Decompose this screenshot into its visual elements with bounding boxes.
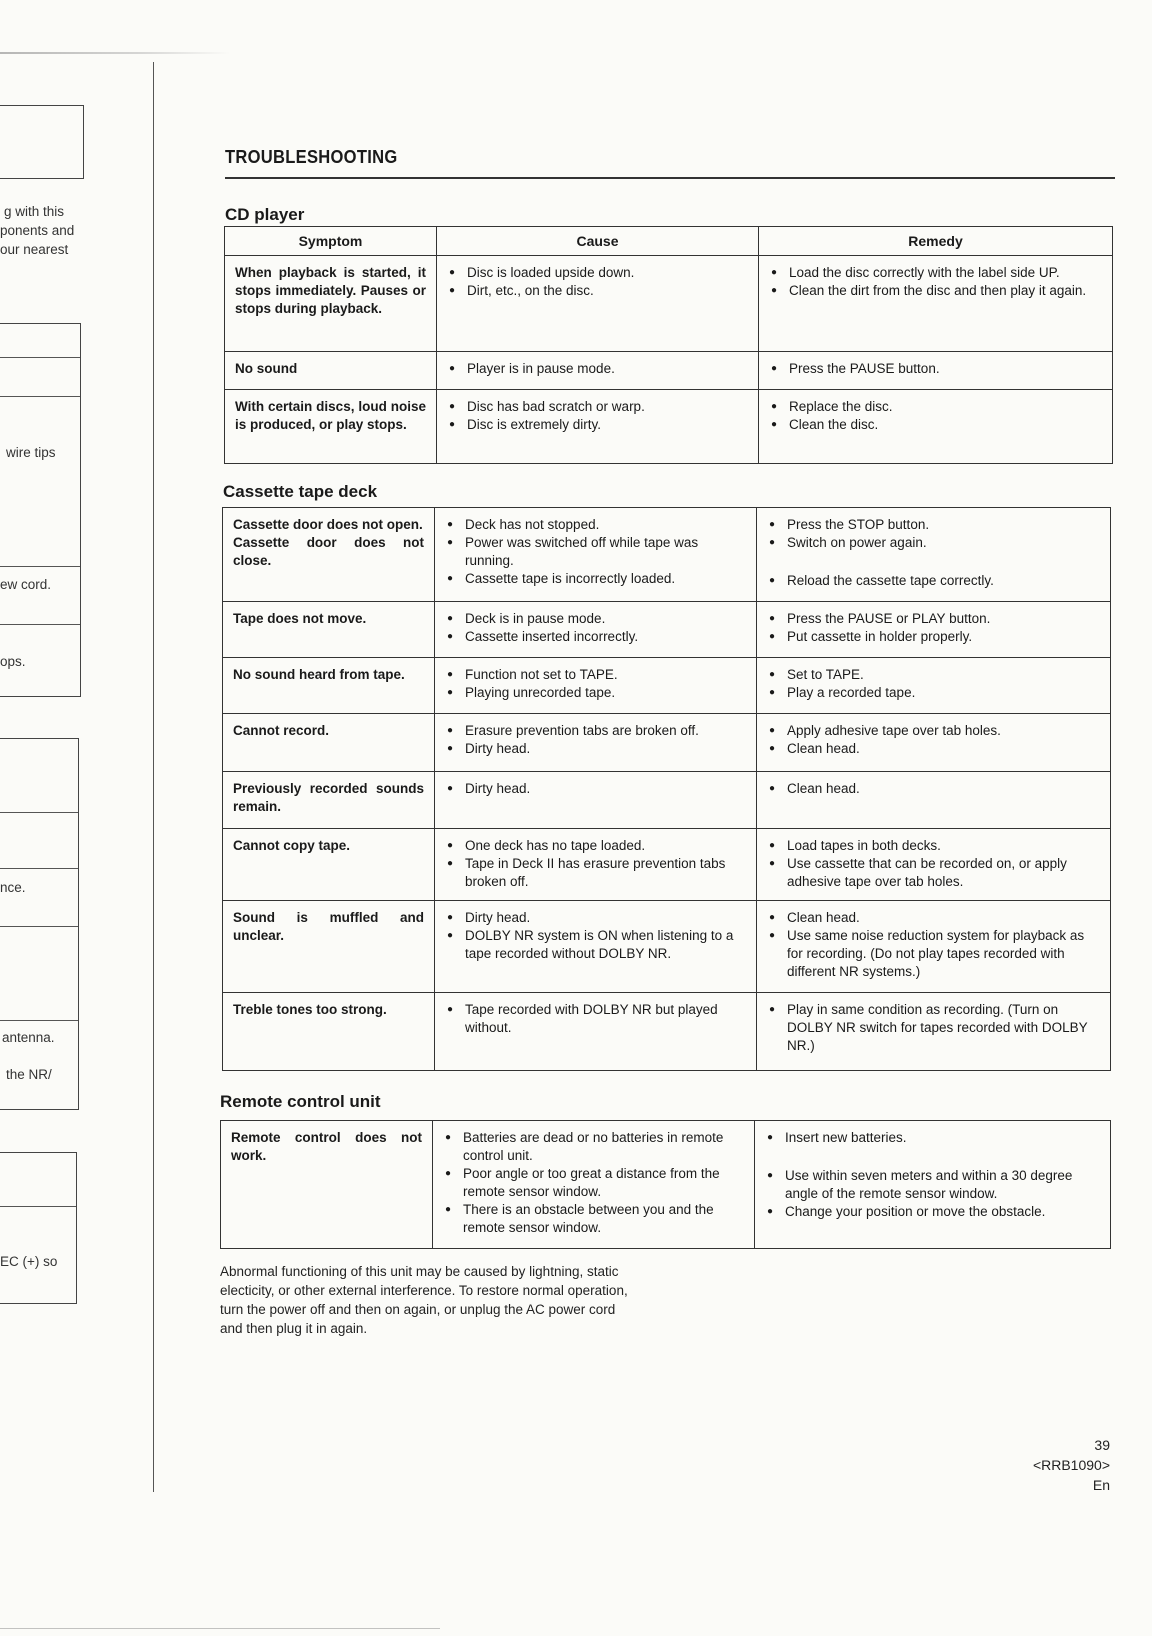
cause-item: ● Dirty head. bbox=[445, 740, 746, 758]
title-rule bbox=[225, 177, 1115, 179]
cause-item: ● Playing unrecorded tape. bbox=[445, 684, 746, 702]
remedy-item: ● Use within seven meters and within a 30 degree angle of the remote sensor window. bbox=[765, 1167, 1100, 1203]
cause-item: ● Disc has bad scratch or warp. bbox=[447, 398, 748, 416]
symptom-cell: With certain discs, loud noise is produced, or play stops. bbox=[225, 390, 437, 464]
cause-item: ● Tape in Deck II has erasure prevention tabs broken off. bbox=[445, 855, 746, 891]
table-row bbox=[223, 714, 1111, 772]
cassette-deck-table bbox=[222, 507, 1111, 1071]
prev-page-table bbox=[0, 1152, 77, 1304]
remedy-item: ● Press the PAUSE or PLAY button. bbox=[767, 610, 1100, 628]
table-row bbox=[223, 993, 1111, 1071]
header-remedy: Remedy bbox=[759, 227, 1113, 256]
table-row bbox=[223, 901, 1111, 993]
cause-cell bbox=[435, 714, 757, 772]
remedy-item: ● Switch on power again. bbox=[767, 534, 1100, 552]
remote-control-table bbox=[220, 1120, 1111, 1249]
remedy-cell bbox=[757, 658, 1111, 714]
remedy-cell bbox=[755, 1121, 1111, 1249]
remedy-cell bbox=[757, 508, 1111, 602]
remedy-item: ● Use cassette that can be recorded on, or apply adhesive tape over tab holes. bbox=[767, 855, 1100, 891]
table-row bbox=[223, 658, 1111, 714]
cause-item: ● Disc is loaded upside down. bbox=[447, 264, 748, 282]
prev-page-rule bbox=[0, 868, 78, 869]
page-number-block bbox=[1033, 1435, 1110, 1495]
prev-page-text: nce. bbox=[0, 880, 26, 895]
cause-cell bbox=[435, 829, 757, 901]
table-row bbox=[223, 772, 1111, 829]
symptom-cell: Previously recorded sounds remain. bbox=[223, 772, 435, 829]
symptom-cell: Cannot copy tape. bbox=[223, 829, 435, 901]
cause-item: ● Disc is extremely dirty. bbox=[447, 416, 748, 434]
prev-page-text: our nearest bbox=[0, 242, 69, 257]
cause-item: ● Deck is in pause mode. bbox=[445, 610, 746, 628]
prev-page-rule bbox=[0, 566, 80, 567]
cause-item: ● Cassette tape is incorrectly loaded. bbox=[445, 570, 746, 588]
remedy-cell bbox=[759, 256, 1113, 352]
remedy-item: ● Clean head. bbox=[767, 740, 1100, 758]
page-number: 39 bbox=[1094, 1437, 1110, 1453]
symptom-cell: Cannot record. bbox=[223, 714, 435, 772]
symptom-cell: No sound bbox=[225, 352, 437, 390]
table-row bbox=[221, 1121, 1111, 1249]
header-symptom: Symptom bbox=[225, 227, 437, 256]
remedy-item: ● Play a recorded tape. bbox=[767, 684, 1100, 702]
cause-item: ● Dirty head. bbox=[445, 909, 746, 927]
remedy-cell bbox=[757, 714, 1111, 772]
prev-page-text: g with this bbox=[4, 204, 65, 219]
section-heading-cd-player: CD player bbox=[225, 205, 305, 224]
prev-page-rule bbox=[0, 396, 80, 397]
prev-page-rule bbox=[0, 812, 78, 813]
cause-cell bbox=[435, 602, 757, 658]
language-code: En bbox=[1092, 1477, 1110, 1493]
cause-item: ● Poor angle or too great a distance from the remote sensor window. bbox=[443, 1165, 744, 1201]
remedy-item: ● Clean head. bbox=[767, 909, 1100, 927]
remedy-item: ● Use same noise reduction system for playback as for recording. (Do not play tapes recorded with different NR systems.) bbox=[767, 927, 1100, 981]
table-row bbox=[225, 256, 1113, 352]
remedy-item: ● Load the disc correctly with the label side UP. bbox=[769, 264, 1102, 282]
remedy-item: ● Reload the cassette tape correctly. bbox=[767, 572, 1100, 590]
cause-cell bbox=[435, 901, 757, 993]
cause-cell bbox=[437, 352, 759, 390]
prev-page-text: antenna. bbox=[2, 1030, 55, 1045]
prev-page-table bbox=[0, 323, 81, 697]
remedy-item: ● Set to TAPE. bbox=[767, 666, 1100, 684]
symptom-cell: Remote control does not work. bbox=[221, 1121, 433, 1249]
symptom-cell bbox=[223, 508, 435, 602]
cause-cell bbox=[435, 993, 757, 1071]
remedy-cell bbox=[757, 901, 1111, 993]
page-title: TROUBLESHOOTING bbox=[225, 147, 398, 167]
cause-cell bbox=[435, 508, 757, 602]
symptom-door-close: Cassette door does not close. bbox=[233, 535, 424, 568]
prev-page-rule bbox=[0, 357, 80, 358]
symptom-door-open: Cassette door does not open. bbox=[233, 517, 423, 532]
cause-cell bbox=[437, 390, 759, 464]
symptom-cell: Tape does not move. bbox=[223, 602, 435, 658]
symptom-cell: When playback is started, it stops immediately. Pauses or stops during playback. bbox=[225, 256, 437, 352]
remedy-item: ● Apply adhesive tape over tab holes. bbox=[767, 722, 1100, 740]
cause-item: ● Power was switched off while tape was running. bbox=[445, 534, 746, 570]
cause-cell bbox=[437, 256, 759, 352]
remedy-cell bbox=[757, 829, 1111, 901]
remedy-item: ● Change your position or move the obstacle. bbox=[765, 1203, 1100, 1221]
remedy-item: ● Load tapes in both decks. bbox=[767, 837, 1100, 855]
cause-cell bbox=[433, 1121, 755, 1249]
cause-item: ● DOLBY NR system is ON when listening to a tape recorded without DOLBY NR. bbox=[445, 927, 746, 963]
remedy-item: ● Put cassette in holder properly. bbox=[767, 628, 1100, 646]
symptom-cell: Treble tones too strong. bbox=[223, 993, 435, 1071]
cause-item: ● Erasure prevention tabs are broken off. bbox=[445, 722, 746, 740]
prev-page-text: ponents and bbox=[0, 223, 75, 238]
prev-page-rule bbox=[0, 1206, 76, 1207]
prev-page-text: EC (+) so bbox=[0, 1254, 58, 1269]
table-row bbox=[223, 508, 1111, 602]
previous-page-edge bbox=[0, 0, 160, 1636]
cause-cell bbox=[435, 772, 757, 829]
scan-artifact-top bbox=[0, 52, 230, 54]
remedy-cell bbox=[757, 772, 1111, 829]
table-row bbox=[223, 602, 1111, 658]
table-row bbox=[225, 352, 1113, 390]
cause-item: ● Dirty head. bbox=[445, 780, 746, 798]
table-header-row bbox=[225, 227, 1113, 256]
remedy-item: ● Press the PAUSE button. bbox=[769, 360, 1102, 378]
remedy-cell bbox=[757, 993, 1111, 1071]
remedy-item: ● Insert new batteries. bbox=[765, 1129, 1100, 1147]
cause-item: ● There is an obstacle between you and the remote sensor window. bbox=[443, 1201, 744, 1237]
cause-item: ● Tape recorded with DOLBY NR but played without. bbox=[445, 1001, 746, 1037]
cause-item: ● Batteries are dead or no batteries in remote control unit. bbox=[443, 1129, 744, 1165]
document-code: <RRB1090> bbox=[1032, 1457, 1110, 1473]
remedy-item: ● Replace the disc. bbox=[769, 398, 1102, 416]
prev-page-rule bbox=[0, 926, 78, 927]
remedy-item: ● Clean the disc. bbox=[769, 416, 1102, 434]
table-row bbox=[223, 829, 1111, 901]
prev-page-box bbox=[0, 105, 84, 179]
table-row bbox=[225, 390, 1113, 464]
prev-page-rule bbox=[0, 1020, 78, 1021]
cd-player-table bbox=[224, 226, 1113, 464]
header-cause: Cause bbox=[437, 227, 759, 256]
cause-cell bbox=[435, 658, 757, 714]
remedy-item: ● Clean head. bbox=[767, 780, 1100, 798]
remedy-item: ● Press the STOP button. bbox=[767, 516, 1100, 534]
remedy-cell bbox=[759, 352, 1113, 390]
cause-item: ● Function not set to TAPE. bbox=[445, 666, 746, 684]
symptom-cell: No sound heard from tape. bbox=[223, 658, 435, 714]
cause-item: ● Player is in pause mode. bbox=[447, 360, 748, 378]
remedy-cell bbox=[757, 602, 1111, 658]
symptom-cell: Sound is muffled and unclear. bbox=[223, 901, 435, 993]
prev-page-rule bbox=[0, 624, 80, 625]
prev-page-text: wire tips bbox=[6, 445, 56, 460]
cause-item: ● Deck has not stopped. bbox=[445, 516, 746, 534]
prev-page-text: ops. bbox=[0, 654, 26, 669]
section-heading-remote-control: Remote control unit bbox=[220, 1092, 381, 1111]
cause-item: ● One deck has no tape loaded. bbox=[445, 837, 746, 855]
cause-item: ● Cassette inserted incorrectly. bbox=[445, 628, 746, 646]
scan-artifact-bottom bbox=[0, 1628, 440, 1629]
footnote: Abnormal functioning of this unit may be caused by lightning, static electicity, or other external interference. To restore normal operation, turn the power off and then on again, or unplug the AC power cord and then plug it in again. bbox=[220, 1264, 628, 1336]
prev-page-table bbox=[0, 738, 79, 1110]
prev-page-text: ew cord. bbox=[0, 577, 52, 592]
remedy-item: ● Play in same condition as recording. (Turn on DOLBY NR switch for tapes recorded with DOLBY NR.) bbox=[767, 1001, 1100, 1055]
section-heading-cassette-deck: Cassette tape deck bbox=[223, 482, 378, 501]
remedy-cell bbox=[759, 390, 1113, 464]
page-gutter-line bbox=[153, 62, 154, 1492]
remedy-item: ● Clean the dirt from the disc and then play it again. bbox=[769, 282, 1102, 300]
prev-page-text: the NR/ bbox=[6, 1067, 52, 1082]
cause-item: ● Dirt, etc., on the disc. bbox=[447, 282, 748, 300]
